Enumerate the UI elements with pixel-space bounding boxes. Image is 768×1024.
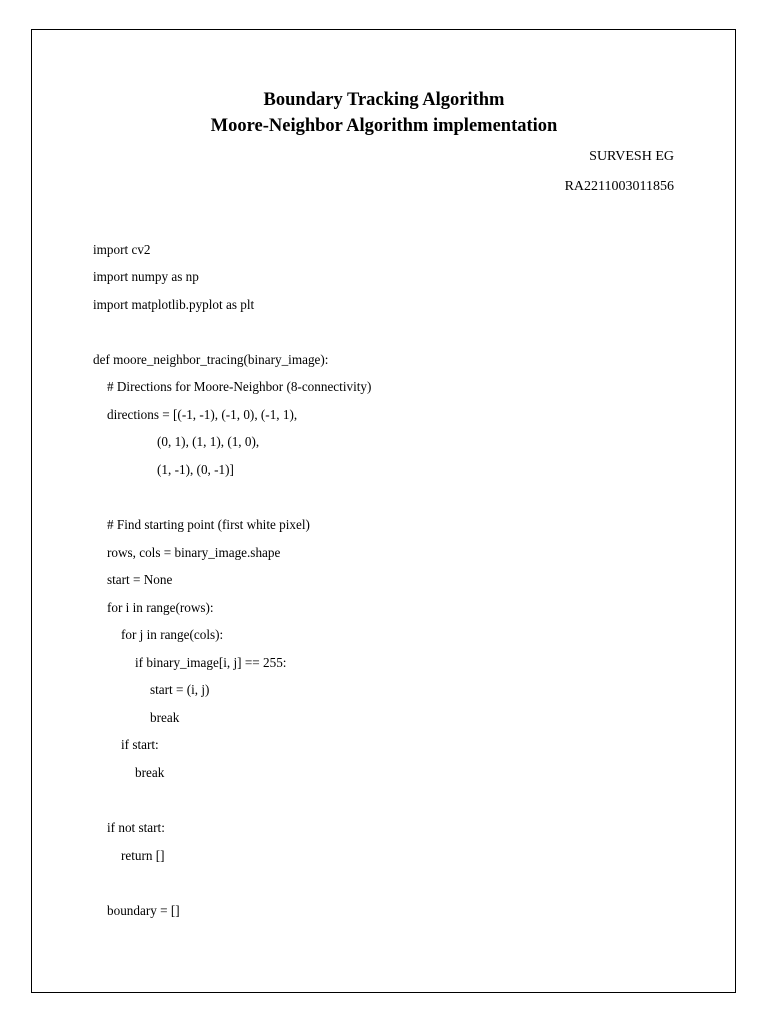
author-name: SURVESH EG xyxy=(589,149,674,164)
code-line: (0, 1), (1, 1), (1, 0), xyxy=(157,434,260,449)
code-line: start = (i, j) xyxy=(150,682,210,697)
code-line: directions = [(-1, -1), (-1, 0), (-1, 1), xyxy=(107,407,298,422)
code-line: start = None xyxy=(107,572,173,587)
code-line: boundary = [] xyxy=(107,903,180,918)
code-line: break xyxy=(135,765,165,780)
code-line: import matplotlib.pyplot as plt xyxy=(93,297,255,312)
code-line: for i in range(rows): xyxy=(107,600,214,615)
code-line: for j in range(cols): xyxy=(121,627,224,642)
code-line: if not start: xyxy=(107,820,165,835)
code-line: return [] xyxy=(121,848,165,863)
code-line: import numpy as np xyxy=(93,269,199,284)
code-line: def moore_neighbor_tracing(binary_image): xyxy=(93,352,329,367)
code-line: # Directions for Moore-Neighbor (8-connectivity) xyxy=(107,379,372,394)
registration-number: RA2211003011856 xyxy=(564,179,674,194)
document-title: Boundary Tracking Algorithm xyxy=(263,90,505,110)
code-line: if binary_image[i, j] == 255: xyxy=(135,655,287,670)
code-line: if start: xyxy=(121,737,159,752)
document-subtitle: Moore-Neighbor Algorithm implementation xyxy=(210,116,558,136)
code-line: import cv2 xyxy=(93,242,151,257)
code-line: rows, cols = binary_image.shape xyxy=(107,545,281,560)
code-line: (1, -1), (0, -1)] xyxy=(157,462,234,477)
code-line: break xyxy=(150,710,180,725)
code-line: # Find starting point (first white pixel) xyxy=(107,517,310,532)
